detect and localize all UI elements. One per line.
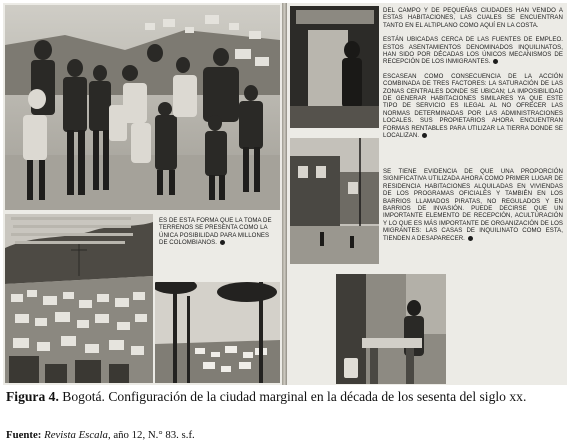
right-page: [287, 3, 567, 385]
bullet-icon: [422, 133, 427, 138]
bullet-icon: [220, 240, 225, 245]
magazine-spread-scan: [3, 3, 567, 385]
figure-source: [6, 429, 195, 441]
source-publication: Revista Escala: [44, 429, 108, 441]
right-page-text-top: [383, 7, 563, 147]
text-paragraph-3: ESCASEAN COMO CONSECUENCIA DE LA ACCIÓN COMBINADA DE TRES FACTORES: LA SATURACIÓN DE LAS ZONAS CENTRALES DONDE SE UBICAN; LA IMPOSIBILIDAD DE GENERAR HABITACIONES SIMILARES YA QUE ESTE TIPO DE SERVICIO ES ILEGAL AL NO OFRECER LAS NORMAS DETERMINADAS POR LAS ADMINISTRACIONES LOCALES. SUS PROPIETARIOS AHORA ENCUENTRAN FORMAS RENTABLES PARA UTILIZAR LA TIERRA DONDE SE LOCALIZAN.: [383, 72, 563, 140]
bullet-icon: [493, 59, 498, 64]
figure-caption: [6, 388, 566, 405]
source-label: Fuente:: [6, 429, 42, 441]
faded-text-strip: [7, 213, 147, 253]
text-paragraph-2: ESTÁN UBICADAS CERCA DE LAS FUENTES DE EMPLEO. ESTOS ASENTAMIENTOS DENOMINADOS INQUILINATOS, HAN SIDO POR DÉCADAS LOS ÚNICOS MECANISMOS DE RECEPCIÓN DE LOS INMIGRANTES.: [383, 36, 563, 66]
figure-caption-text: Bogotá. Configuración de la ciudad marginal en la década de los sesenta del siglo xx.: [62, 389, 527, 404]
woman-washbasin-photo: [336, 274, 446, 384]
bullet-icon: [468, 236, 473, 241]
figure-label: Figura 4.: [6, 389, 59, 404]
left-page-text: ES DE ESTA FORMA QUE LA TOMA DE TERRENOS SE PRESENTA COMO LA ÚNICA POSIBILIDAD PARA MILLONES DE COLOMBIANOS.: [159, 217, 272, 247]
right-page-text-mid: [383, 168, 563, 242]
left-page-text-block: [159, 217, 279, 247]
text-paragraph-1: DEL CAMPO Y DE PEQUEÑAS CIUDADES HAN VENIDO A ESTAS HABITACIONES, LAS CUALES SE ENCUENTRAN TANTO EN EL ALTIPLANO COMO AQUÍ EN LA COSTA.: [383, 7, 563, 29]
text-paragraph-4: SE TIENE EVIDENCIA DE QUE UNA PROPORCIÓN SIGNIFICATIVA UTILIZADA AHORA COMO PRIMER LUGAR DE RESIDENCIA HABITACIONES ALQUILADAS EN VIVIENDAS DE LOS PROGRAMAS OFICIALES Y TAMBIÉN EN LOS BARRIOS LLAMADOS PIRATAS, NO REGULADOS Y EN BARRIOS DE INVASIÓN. PUEDE DECIRSE QUE UN IMPORTANTE ELEMENTO DE RECEPCIÓN, ACULTURACIÓN Y LO QUE ES MÁS IMPORTANTE DE ORGANIZACIÓN DE LOS MIGRANTES: LAS CASAS DE INQUILINATO COMO ESTA, TIENDEN A DESAPARECER.: [383, 168, 563, 242]
children-group-photo: [5, 5, 280, 210]
left-page: [3, 3, 282, 385]
source-details: , año 12, N.° 83. s.f.: [107, 429, 195, 441]
doorway-man-photo: [290, 6, 379, 128]
trees-and-city-photo: [155, 282, 280, 383]
street-houses-photo: [290, 138, 379, 264]
